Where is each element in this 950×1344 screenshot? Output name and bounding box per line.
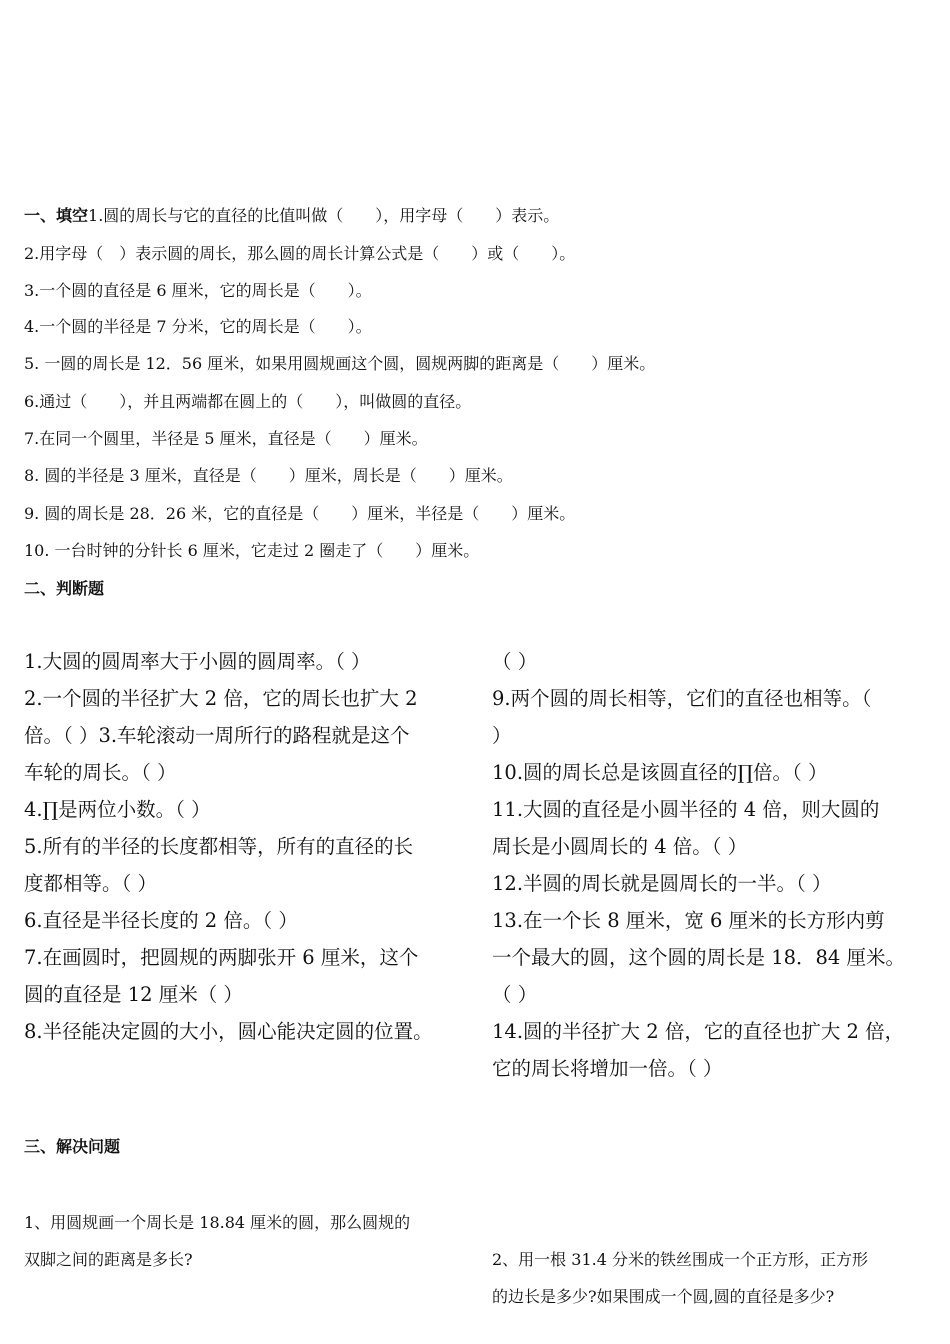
true-false-line: 一个最大的圆，这个圆的周长是 18．84 厘米。 bbox=[492, 946, 906, 969]
fill-blank-item-2: 2.用字母（ ）表示圆的周长，那么圆的周长计算公式是（ ）或（ ）。 bbox=[24, 244, 576, 263]
true-false-line: 12.半圆的周长就是圆周长的一半。（ ） bbox=[492, 872, 832, 895]
fill-blank-item-3: 3.一个圆的直径是 6 厘米，它的周长是（ ）。 bbox=[24, 281, 372, 300]
section-1-header: 一、填空 bbox=[24, 206, 89, 225]
true-false-right-column bbox=[492, 643, 942, 1087]
true-false-line: 13.在一个长 8 厘米，宽 6 厘米的长方形内剪 bbox=[492, 909, 885, 932]
problem-2-line-1: 2、用一根 31.4 分米的铁丝围成一个正方形，正方形 bbox=[492, 1250, 868, 1269]
true-false-line: 8.半径能决定圆的大小，圆心能决定圆的位置。 bbox=[24, 1020, 433, 1043]
true-false-line: 2.一个圆的半径扩大 2 倍，它的周长也扩大 2 bbox=[24, 687, 418, 710]
fill-blank-item-8: 8. 圆的半径是 3 厘米，直径是（ ）厘米，周长是（ ）厘米。 bbox=[24, 466, 513, 485]
fill-blank-item-6: 6.通过（ ），并且两端都在圆上的（ ），叫做圆的直径。 bbox=[24, 392, 472, 411]
section-3-header: 三、解决问题 bbox=[24, 1137, 121, 1156]
problem-2 bbox=[492, 1241, 868, 1315]
problem-2-line-2: 的边长是多少?如果围成一个圆,圆的直径是多少? bbox=[492, 1287, 835, 1306]
true-false-line: 车轮的周长。（ ） bbox=[24, 761, 177, 784]
problem-1-line-1: 1、用圆规画一个周长是 18.84 厘米的圆，那么圆规的 bbox=[24, 1213, 411, 1232]
true-false-line: 倍。（ ）3.车轮滚动一周所行的路程就是这个 bbox=[24, 724, 410, 747]
section-2-header: 二、判断题 bbox=[24, 579, 105, 598]
fill-blank-item-4: 4.一个圆的半径是 7 分米，它的周长是（ ）。 bbox=[24, 317, 372, 336]
true-false-line: 9.两个圆的周长相等，它们的直径也相等。（ bbox=[492, 687, 872, 710]
true-false-line: 5.所有的半径的长度都相等，所有的直径的长 bbox=[24, 835, 414, 858]
true-false-line: ） bbox=[492, 724, 512, 747]
fill-blank-item-9: 9. 圆的周长是 28．26 米，它的直径是（ ）厘米，半径是（ ）厘米。 bbox=[24, 504, 576, 523]
fill-blank-item-10: 10. 一台时钟的分针长 6 厘米，它走过 2 圈走了（ ）厘米。 bbox=[24, 541, 480, 560]
true-false-line: 4.∏是两位小数。（ ） bbox=[24, 798, 211, 821]
true-false-line: （ ） bbox=[492, 983, 538, 1006]
true-false-line: 6.直径是半径长度的 2 倍。（ ） bbox=[24, 909, 298, 932]
true-false-line: 周长是小圆周长的 4 倍。（ ） bbox=[492, 835, 748, 858]
true-false-left-column bbox=[24, 643, 474, 1050]
true-false-line: 圆的直径是 12 厘米（ ） bbox=[24, 983, 243, 1006]
true-false-line: 10.圆的周长总是该圆直径的∏倍。（ ） bbox=[492, 761, 828, 784]
problem-1 bbox=[24, 1204, 410, 1278]
fill-blank-item-5: 5. 一圆的周长是 12．56 厘米，如果用圆规画这个圆，圆规两脚的距离是（ ）厘米。 bbox=[24, 354, 656, 373]
fill-blank-item-1 bbox=[24, 206, 559, 226]
true-false-line: 14.圆的半径扩大 2 倍，它的直径也扩大 2 倍， bbox=[492, 1020, 905, 1043]
true-false-line: 度都相等。（ ） bbox=[24, 872, 157, 895]
fill-blank-text-1: 1.圆的周长与它的直径的比值叫做（ ），用字母（ ）表示。 bbox=[88, 206, 560, 225]
fill-blank-item-7: 7.在同一个圆里，半径是 5 厘米，直径是（ ）厘米。 bbox=[24, 429, 428, 448]
true-false-line: 1.大圆的圆周率大于小圆的圆周率。（ ） bbox=[24, 650, 371, 673]
true-false-line: 11.大圆的直径是小圆半径的 4 倍，则大圆的 bbox=[492, 798, 880, 821]
problem-1-line-2: 双脚之间的距离是多长? bbox=[24, 1250, 193, 1269]
true-false-line: 它的周长将增加一倍。（ ） bbox=[492, 1057, 723, 1080]
true-false-line: （ ） bbox=[492, 650, 538, 673]
true-false-line: 7.在画圆时，把圆规的两脚张开 6 厘米，这个 bbox=[24, 946, 419, 969]
